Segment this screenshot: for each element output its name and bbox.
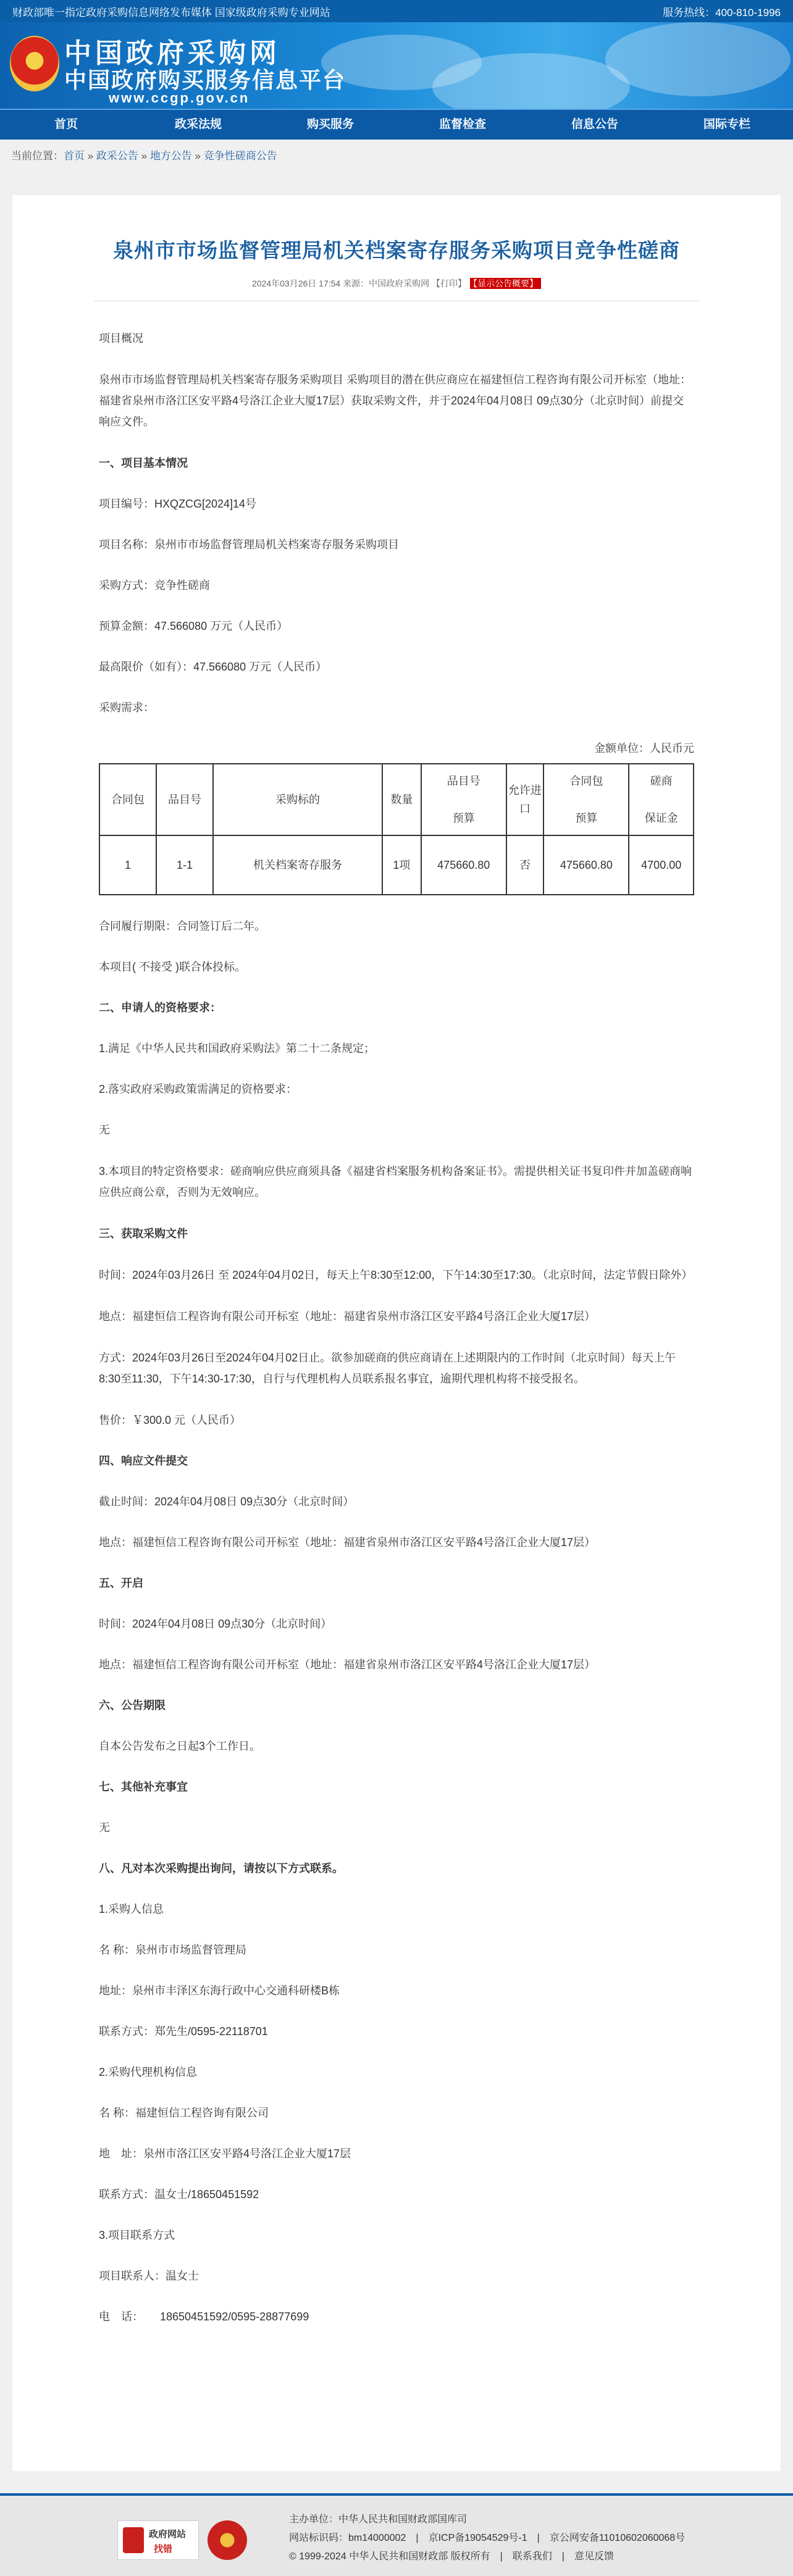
table-cell: 1-1	[156, 835, 213, 895]
party-gov-site-icon[interactable]	[208, 2520, 247, 2560]
banner-cloud	[605, 22, 791, 96]
table-cell: 否	[506, 835, 544, 895]
open-time: 时间：2024年04月08日 09点30分（北京时间）	[99, 1618, 332, 1630]
table-header-cell: 合同包 预算	[543, 764, 629, 835]
main-nav	[0, 109, 793, 140]
qualification-1: 1.满足《中华人民共和国政府采购法》第二十二条规定；	[99, 1042, 376, 1055]
nav-home[interactable]: 首页	[54, 118, 78, 131]
show-summary-button[interactable]: 【显示公告概要】	[470, 278, 541, 289]
table-cell: 475660.80	[421, 835, 506, 895]
budget-amount: 预算金额：47.566080 万元（人民币）	[99, 620, 288, 632]
nav-regulations[interactable]: 政采法规	[174, 118, 222, 131]
notice-period: 自本公告发布之日起3个工作日。	[99, 1740, 261, 1752]
table-cell: 475660.80	[543, 835, 629, 895]
gov-site-error-report-badge[interactable]	[117, 2520, 199, 2560]
table-header-cell: 磋商 保证金	[629, 764, 694, 835]
section-heading: 六、公告期限	[99, 1699, 166, 1712]
get-way: 方式：2024年03月26日至2024年04月02日止。欲参加磋商的供应商请在上述期限内的工作时间（北京时间）每天上午8:30至11:30，下午14:30-17:30，自行与代理机构人员联系报名事宜，逾期代理机构将不接受报名。	[99, 1352, 676, 1385]
footer-ids: 网站标识码：bm14000002 | 京ICP备19054529号-1 | 京公网安备11010602060068号	[289, 2533, 686, 2543]
article-meta-text: 2024年03月26日 17:54 来源：中国政府采购网 【打印】	[252, 278, 466, 288]
purchase-method: 采购方式：竞争性磋商	[99, 579, 210, 592]
qualification-2-value: 无	[99, 1124, 110, 1136]
table-header-cell: 允许进口	[506, 764, 544, 835]
report-icon	[123, 2527, 144, 2553]
contact-purchaser-title: 1.采购人信息	[99, 1903, 164, 1915]
breadcrumb-sep: »	[138, 150, 150, 162]
footer-info	[289, 2511, 685, 2566]
section-heading: 四、响应文件提交	[99, 1455, 188, 1467]
purchase-demand: 采购需求：	[99, 701, 154, 714]
contact-agency-title: 2.采购代理机构信息	[99, 2066, 198, 2078]
contact-project-title: 3.项目联系方式	[99, 2229, 175, 2241]
project-contact-person: 项目联系人：温女士	[99, 2270, 199, 2282]
table-header-cell: 品目号 预算	[421, 764, 506, 835]
badge-text-2: 找错	[154, 2544, 173, 2554]
get-time: 时间：2024年03月26日 至 2024年04月02日，每天上午8:30至12:00，下午14:30至17:30。（北京时间，法定节假日除外）	[99, 1269, 693, 1281]
qualification-3: 3.本项目的特定资格要求：磋商响应供应商须具备《福建省档案服务机构备案证书》。需提供相关证书复印件并加盖磋商响应供应商公章，否则为无效响应。	[99, 1165, 692, 1198]
national-emblem-icon	[10, 36, 59, 91]
site-url: www.ccgp.gov.cn	[109, 90, 250, 106]
badge-text-1: 政府网站	[149, 2529, 187, 2540]
agency-address: 地 址：泉州市洛江区安平路4号洛江企业大厦17层	[99, 2147, 351, 2160]
submit-deadline: 截止时间：2024年04月08日 09点30分（北京时间）	[99, 1495, 355, 1508]
nav-international[interactable]: 国际专栏	[703, 118, 750, 131]
table-cell: 1项	[382, 835, 421, 895]
breadcrumb	[0, 140, 793, 168]
max-price: 最高限价（如有）：47.566080 万元（人民币）	[99, 661, 327, 673]
section-heading: 五、开启	[99, 1577, 143, 1589]
section-heading: 七、其他补充事宜	[99, 1781, 188, 1793]
submit-place: 地点：福建恒信工程咨询有限公司开标室（地址：福建省泉州市洛江区安平路4号洛江企业大厦17层）	[99, 1536, 596, 1549]
footer-logos	[117, 2520, 247, 2560]
project-contact-phone: 电 话： 18650451592/0595-28877699	[99, 2310, 309, 2323]
amount-unit: 金额单位：人民币元	[594, 742, 694, 755]
breadcrumb-prefix: 当前位置：	[11, 150, 64, 162]
section-heading: 一、项目基本情况	[99, 457, 188, 469]
project-name: 项目名称：泉州市市场监督管理局机关档案寄存服务采购项目	[99, 538, 399, 551]
nav-purchase-services[interactable]: 购买服务	[306, 118, 354, 131]
qualification-2: 2.落实政府采购政策需满足的资格要求：	[99, 1083, 298, 1095]
top-bar-slogan: 财政部唯一指定政府采购信息网络发布媒体 国家级政府采购专业网站	[12, 6, 330, 19]
agency-name: 名 称：福建恒信工程咨询有限公司	[99, 2107, 269, 2119]
purchaser-name: 名 称：泉州市市场监督管理局	[99, 1944, 246, 1956]
article-body	[12, 328, 781, 2327]
site-subtitle: 中国政府购买服务信息平台	[64, 67, 346, 93]
agency-phone: 联系方式：温女士/18650451592	[99, 2188, 259, 2201]
project-number: 项目编号：HXQZCG[2024]14号	[99, 498, 257, 510]
purchaser-address: 地址：泉州市丰泽区东海行政中心交通科研楼B栋	[99, 1984, 340, 1997]
breadcrumb-local[interactable]: 地方公告	[149, 150, 192, 162]
other-matters: 无	[99, 1821, 110, 1834]
service-hotline: 服务热线：400-810-1996	[663, 6, 781, 19]
contract-period: 合同履行期限：合同签订后二年。	[99, 920, 266, 932]
table-header-cell: 合同包	[99, 764, 156, 835]
section-heading: 八、凡对本次采购提出询问，请按以下方式联系。	[99, 1862, 343, 1875]
table-header-cell: 数量	[382, 764, 421, 835]
footer-host: 主办单位：中华人民共和国财政部国库司	[289, 2514, 468, 2525]
overview-title: 项目概况	[99, 332, 143, 345]
demand-table	[99, 763, 694, 895]
breadcrumb-sep: »	[191, 150, 204, 162]
document-price: 售价：￥300.0 元（人民币）	[99, 1414, 241, 1426]
site-footer	[0, 2493, 793, 2576]
table-header-row	[99, 764, 694, 835]
table-cell: 1	[99, 835, 156, 895]
breadcrumb-home[interactable]: 首页	[64, 150, 85, 162]
article-meta	[12, 277, 781, 290]
section-heading: 三、获取采购文件	[99, 1227, 188, 1240]
table-cell: 4700.00	[629, 835, 694, 895]
overview-text: 泉州市市场监督管理局机关档案寄存服务采购项目 采购项目的潜在供应商应在福建恒信工程咨询有限公司开标室（地址：福建省泉州市洛江区安平路4号洛江企业大厦17层）获取采购文件，并于2024年04月08日 09点30分（北京时间）前提交响应文件。	[99, 374, 691, 428]
purchaser-phone: 联系方式：郑先生/0595-22118701	[99, 2025, 268, 2038]
section-heading: 二、申请人的资格要求：	[99, 1002, 221, 1014]
site-title: 中国政府采购网	[64, 38, 280, 69]
table-cell: 机关档案寄存服务	[213, 835, 382, 895]
nav-announcements[interactable]: 信息公告	[571, 118, 618, 131]
table-header-cell: 品目号	[156, 764, 213, 835]
top-bar	[0, 0, 793, 22]
get-place: 地点：福建恒信工程咨询有限公司开标室（地址：福建省泉州市洛江区安平路4号洛江企业大厦17层）	[99, 1310, 596, 1323]
site-banner	[0, 22, 793, 109]
breadcrumb-notices[interactable]: 政采公告	[96, 150, 138, 162]
article-title: 泉州市市场监督管理局机关档案寄存服务采购项目竞争性磋商	[113, 239, 680, 262]
consortium-note: 本项目( 不接受 )联合体投标。	[99, 961, 246, 973]
open-place: 地点：福建恒信工程咨询有限公司开标室（地址：福建省泉州市洛江区安平路4号洛江企业大厦17层）	[99, 1658, 596, 1671]
nav-supervision[interactable]: 监督检查	[438, 118, 486, 131]
article-container	[12, 195, 781, 2471]
table-row	[99, 835, 694, 895]
breadcrumb-sep: »	[85, 150, 96, 162]
breadcrumb-current[interactable]: 竞争性磋商公告	[203, 150, 277, 162]
table-header-cell: 采购标的	[213, 764, 382, 835]
footer-copyright: © 1999-2024 中华人民共和国财政部 版权所有 | 联系我们 | 意见反馈	[289, 2551, 614, 2562]
